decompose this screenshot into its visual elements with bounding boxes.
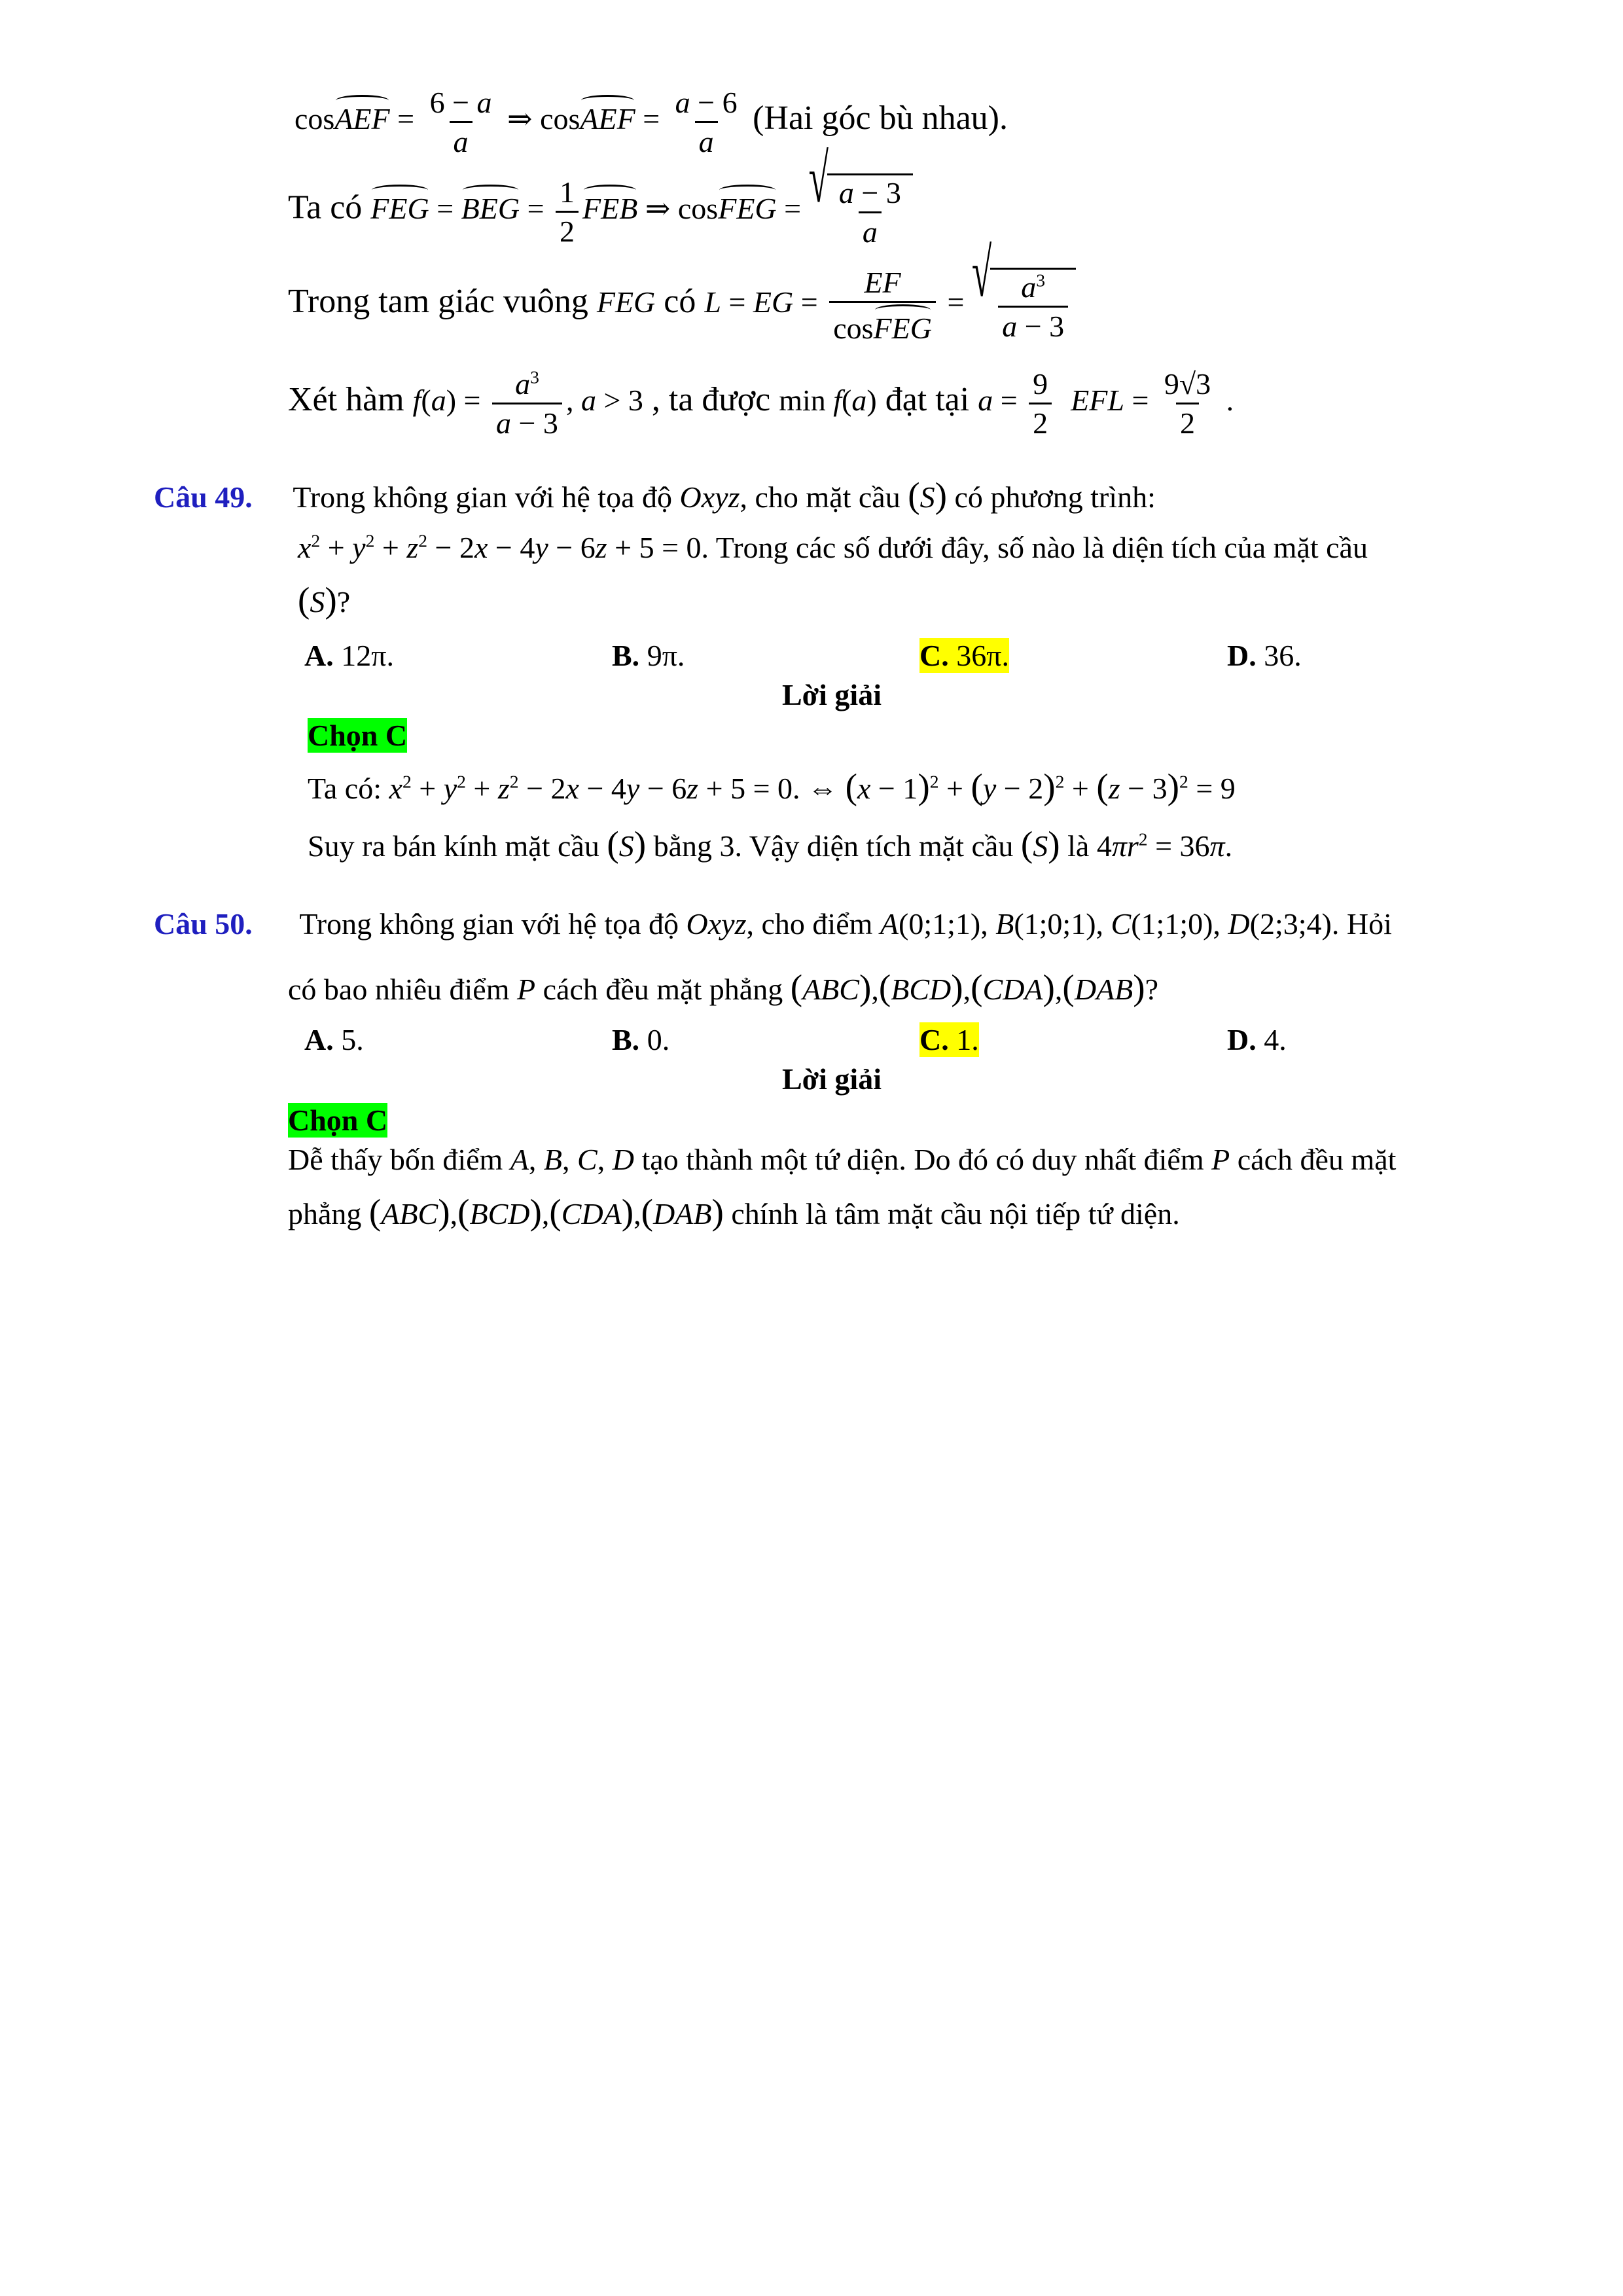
line-right-triangle: Trong tam giác vuông FEG có L = EG = $\frac{EF}{\text{cosFEG}}$ = √ $\frac{a^3}{a - 3}$ bbox=[288, 265, 1076, 346]
q49-line1: Câu 49. Trong không gian với hệ tọa độ Oxyz, cho mặt cầu (S) có phương trình: bbox=[154, 475, 1156, 515]
q49-label: Câu 49. bbox=[154, 480, 253, 514]
q50-choice: Chọn C bbox=[288, 1103, 388, 1137]
q49-solution-title: Lời giải bbox=[782, 678, 882, 711]
line4-prefix: Xét hàm bbox=[288, 381, 404, 419]
line-function: Xét hàm f(a) = $\frac{a^3}{a - 3}$ , a > 3 , ta được min f(a) đạt tại a = $\frac{9}{2}$ EFL = $\frac{9√3}{2}$ . bbox=[288, 367, 1234, 440]
q49-line3: (S)? bbox=[298, 580, 351, 620]
q50-label: Câu 50. bbox=[154, 907, 253, 941]
q49-choice: Chọn C bbox=[308, 719, 408, 752]
q49-option-c[interactable]: C. 36π. bbox=[919, 639, 1009, 672]
q50-option-c[interactable]: C. 1. bbox=[919, 1023, 979, 1056]
line3-prefix: Trong tam giác vuông bbox=[288, 283, 588, 321]
q49-option-a[interactable]: A. 12π. bbox=[304, 639, 394, 672]
q50-option-a[interactable]: A. 5. bbox=[304, 1023, 364, 1056]
line-feg: Ta có FEG = BEG = $\frac{1}{2}$ FEB ⇒ cosFEG = √ $\frac{a - 3}{a}$ bbox=[288, 173, 913, 249]
q49-solution-line1: Ta có: $x^2 + y^2 + z^2 - 2x - 4y - 6z + 5 = 0$. ⇔ $(x - 1)^2 + (y - 2)^2 + (z - 3)^2 = 9$ bbox=[308, 766, 1236, 806]
q50-line1: Câu 50. Trong không gian với hệ tọa độ Oxyz, cho điểm A(0;1;1), B(1;0;1), C(1;1;0), D(2;3;4). Hỏi bbox=[154, 907, 1392, 941]
line2-prefix: Ta có bbox=[288, 188, 363, 226]
q50-solution-line1: Dễ thấy bốn điểm A, B, C, D tạo thành một tứ diện. Do đó có duy nhất điểm P cách đều mặt bbox=[288, 1143, 1397, 1176]
q50-line2: có bao nhiêu điểm P cách đều mặt phẳng (ABC),(BCD),(CDA),(DAB)? bbox=[288, 967, 1159, 1007]
q49-option-d[interactable]: D. 36. bbox=[1227, 639, 1302, 672]
supplementary-note: (Hai góc bù nhau). bbox=[753, 99, 1008, 137]
line4-mid: , ta được bbox=[651, 381, 771, 419]
q49-equation-line: $x^2 + y^2 + z^2 - 2x - 4y - 6z + 5 = 0$. Trong các số dưới đây, số nào là diện tích của mặt cầu bbox=[298, 530, 1368, 564]
q50-solution-title: Lời giải bbox=[782, 1062, 882, 1096]
q50-option-d[interactable]: D. 4. bbox=[1227, 1023, 1287, 1056]
q50-solution-line2: phẳng (ABC),(BCD),(CDA),(DAB) chính là tâm mặt cầu nội tiếp tứ diện. bbox=[288, 1192, 1180, 1232]
q50-option-b[interactable]: B. 0. bbox=[612, 1023, 670, 1056]
q49-option-b[interactable]: B. 9π. bbox=[612, 639, 685, 672]
q49-solution-line2: Suy ra bán kính mặt cầu (S) bằng 3. Vậy diện tích mặt cầu (S) là $4\pi r^2 = 36\pi$. bbox=[308, 824, 1233, 864]
line3-mid: có bbox=[664, 283, 696, 321]
line4-mid2: đạt tại bbox=[885, 381, 970, 419]
line-cos-aef: cosAEF = $\frac{6 - a}{a}$ ⇒ cosAEF = $\frac{a - 6}{a}$ (Hai góc bù nhau). bbox=[294, 86, 1008, 158]
